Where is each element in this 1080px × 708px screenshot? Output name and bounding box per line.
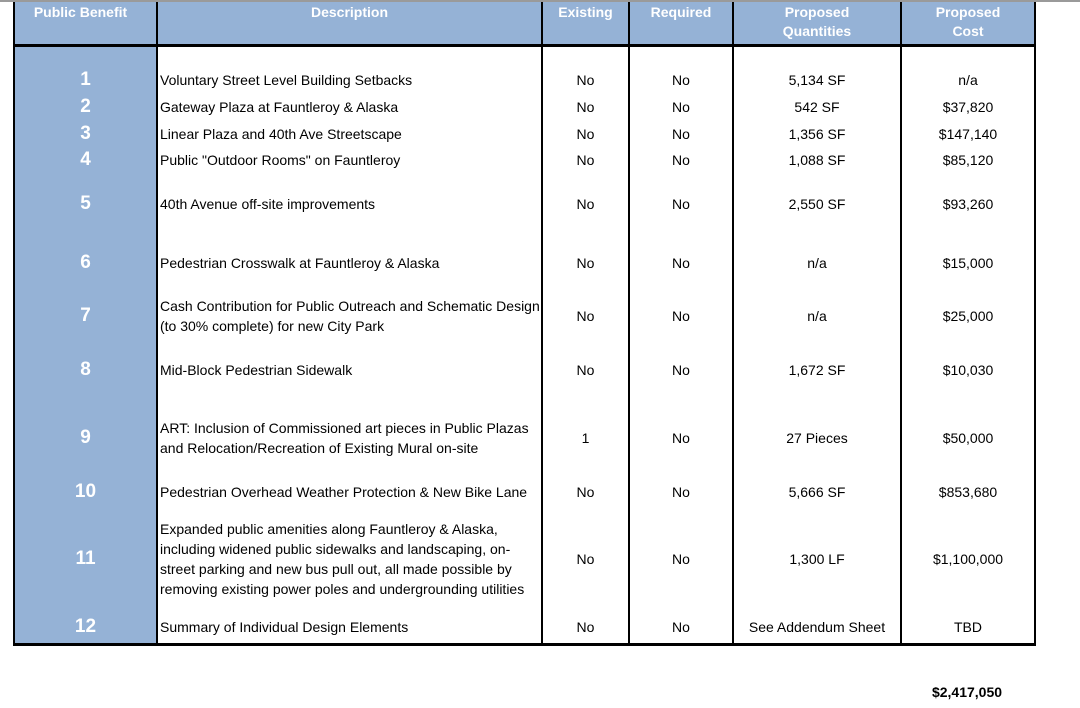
benefit-number: 11 (14, 507, 157, 611)
proposed-cost: $50,000 (901, 399, 1035, 477)
required-value: No (629, 399, 733, 477)
required-value: No (629, 173, 733, 235)
required-value: No (629, 611, 733, 645)
proposed-quantity: 1,300 LF (733, 507, 901, 611)
proposed-cost: $15,000 (901, 235, 1035, 291)
existing-value: No (542, 291, 629, 341)
benefit-description: Public "Outdoor Rooms" on Fauntleroy (157, 147, 542, 173)
benefit-number: 1 (14, 67, 157, 93)
proposed-cost: TBD (901, 611, 1035, 645)
existing-value: No (542, 173, 629, 235)
proposed-quantity: See Addendum Sheet (733, 611, 901, 645)
header-proposed-cost: Proposed Cost (901, 2, 1035, 46)
header-proposed-quantities: Proposed Quantities (733, 2, 901, 46)
existing-value: No (542, 507, 629, 611)
existing-value: No (542, 235, 629, 291)
header-description: Description (157, 2, 542, 46)
benefit-number: 7 (14, 291, 157, 341)
existing-value: No (542, 477, 629, 507)
existing-value: No (542, 67, 629, 93)
benefit-number: 2 (14, 93, 157, 120)
benefit-description: Pedestrian Overhead Weather Protection & New Bike Lane (157, 477, 542, 507)
proposed-cost: $853,680 (901, 477, 1035, 507)
proposed-quantity: n/a (733, 291, 901, 341)
header-existing: Existing (542, 2, 629, 46)
required-value: No (629, 93, 733, 120)
proposed-quantity: n/a (733, 235, 901, 291)
existing-value: No (542, 147, 629, 173)
existing-value: No (542, 93, 629, 120)
proposed-quantity: 5,666 SF (733, 477, 901, 507)
proposed-cost: $10,030 (901, 341, 1035, 399)
benefit-number: 9 (14, 399, 157, 477)
benefit-description: 40th Avenue off-site improvements (157, 173, 542, 235)
public-benefits-table (13, 2, 1036, 646)
header-row (14, 2, 1035, 46)
proposed-quantity: 1,356 SF (733, 120, 901, 147)
table-row (14, 235, 1035, 291)
benefit-number: 5 (14, 173, 157, 235)
benefit-description: Pedestrian Crosswalk at Fauntleroy & Alaska (157, 235, 542, 291)
benefit-description: Voluntary Street Level Building Setbacks (157, 67, 542, 93)
proposed-cost: $85,120 (901, 147, 1035, 173)
benefit-description: Cash Contribution for Public Outreach and Schematic Design (to 30% complete) for new City Park (157, 291, 542, 341)
table-row (14, 341, 1035, 399)
required-value: No (629, 507, 733, 611)
benefit-description: Expanded public amenities along Fauntleroy & Alaska, including widened public sidewalks and landscaping, on- street parking and new bus pull out, all made possible by removing existing power poles and undergrounding utilities (157, 507, 542, 611)
benefit-number: 4 (14, 147, 157, 173)
proposed-cost: $37,820 (901, 93, 1035, 120)
proposed-cost: n/a (901, 67, 1035, 93)
proposed-quantity: 542 SF (733, 93, 901, 120)
table-row (14, 291, 1035, 341)
table-row (14, 507, 1035, 611)
table-row (14, 67, 1035, 93)
proposed-quantity: 5,134 SF (733, 67, 901, 93)
benefit-description: Linear Plaza and 40th Ave Streetscape (157, 120, 542, 147)
table-row (14, 611, 1035, 645)
proposed-quantity: 1,088 SF (733, 147, 901, 173)
benefit-description: Mid-Block Pedestrian Sidewalk (157, 341, 542, 399)
benefit-number: 12 (14, 611, 157, 645)
benefit-number: 8 (14, 341, 157, 399)
spacer-row (14, 46, 1035, 68)
header-public-benefit: Public Benefit (14, 2, 157, 46)
required-value: No (629, 147, 733, 173)
required-value: No (629, 341, 733, 399)
header-required: Required (629, 2, 733, 46)
table-row (14, 399, 1035, 477)
benefit-number: 6 (14, 235, 157, 291)
benefit-number: 10 (14, 477, 157, 507)
existing-value: No (542, 341, 629, 399)
table-row (14, 477, 1035, 507)
existing-value: 1 (542, 399, 629, 477)
required-value: No (629, 291, 733, 341)
required-value: No (629, 67, 733, 93)
table-row (14, 147, 1035, 173)
existing-value: No (542, 611, 629, 645)
proposed-cost: $147,140 (901, 120, 1035, 147)
required-value: No (629, 235, 733, 291)
total-cost: $2,417,050 (931, 684, 1003, 700)
proposed-quantity: 1,672 SF (733, 341, 901, 399)
table-row (14, 93, 1035, 120)
benefit-description: ART: Inclusion of Commissioned art pieces in Public Plazas and Relocation/Recreation of Existing Mural on-site (157, 399, 542, 477)
required-value: No (629, 120, 733, 147)
benefit-description: Summary of Individual Design Elements (157, 611, 542, 645)
proposed-quantity: 27 Pieces (733, 399, 901, 477)
table-row (14, 120, 1035, 147)
table-row (14, 173, 1035, 235)
benefit-description: Gateway Plaza at Fauntleroy & Alaska (157, 93, 542, 120)
proposed-cost: $25,000 (901, 291, 1035, 341)
proposed-quantity: 2,550 SF (733, 173, 901, 235)
existing-value: No (542, 120, 629, 147)
benefit-number: 3 (14, 120, 157, 147)
proposed-cost: $93,260 (901, 173, 1035, 235)
proposed-cost: $1,100,000 (901, 507, 1035, 611)
required-value: No (629, 477, 733, 507)
